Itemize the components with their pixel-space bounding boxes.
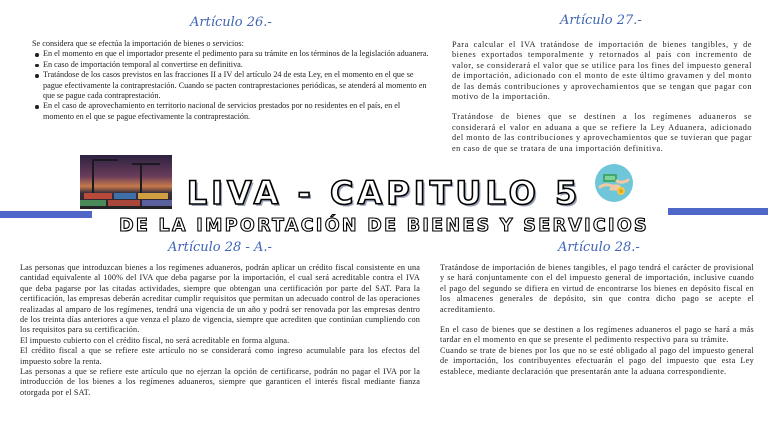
page-subtitle: DE LA IMPORTACIÓN DE BIENES Y SERVICIOS: [119, 216, 649, 236]
page-title: LIVA - CAPITULO 5: [186, 174, 582, 212]
art28-paragraph: Tratándose de importación de bienes tangibles, el pago tendrá el carácter de provisional y se hará conjuntamente con el del impuesto general de importación, inclusive cuando el pago del segundo se difiera en virtud de encontrarse los bienes en depósito fiscal en los almacenes generales de depósito, sin que contra dicho pago se acepte el acreditamiento.: [440, 263, 754, 314]
list-item: En el momento en que el importador presente el pedimento para su trámite en los términos de la legislación aduanera.: [32, 49, 429, 59]
art27-body: [452, 40, 752, 154]
art27-paragraph: Tratándose de bienes que se destinen a los regímenes aduaneros se considerará el valor en aduana a que se refiere la Ley Aduanera, adicionado del monto de las contribuciones y aprovechamientos que se tuvieran que pagar en caso de que se tratara de una importación definitiva.: [452, 112, 752, 153]
art26-title: Artículo 26.-: [190, 15, 272, 30]
art28a-paragraph: Las personas a que se refiere este artículo que no ejerzan la opción de certificarse, podrán no pagar el IVA por la introducción de los bienes a los regímenes aduaneros, siempre que garanticen el interés fiscal mediante fianza otorgada por el SAT.: [20, 367, 420, 397]
art27-paragraph: Para calcular el IVA tratándose de importación de bienes tangibles, y de bienes exportados temporalmente y retornados al país con incremento de valor, se considerará el valor que se utilice para los fines del impuesto general de importación, adicionado con el monto de este último gravamen y del monto de las demás contribuciones y aprovechamientos que se tengan que pagar con motivo de la importación.: [452, 40, 752, 102]
art28-title: Artículo 28.-: [558, 240, 640, 255]
art26-intro: Se considera que se efectúa la importación de bienes o servicios:: [32, 39, 244, 48]
art26-list: [32, 49, 429, 122]
art28-paragraph: En el caso de bienes que se destinen a los regímenes aduaneros el pago se hará a más tardar en el momento en que se presente el pedimento respectivo para su trámite.: [440, 325, 754, 345]
list-item: En el caso de aprovechamiento en territorio nacional de servicios prestados por no residentes en el país, en el momento en el que se pague efectivamente la contraprestación.: [32, 101, 429, 122]
art27-title: Artículo 27.-: [560, 13, 642, 28]
list-item: Tratándose de los casos previstos en las fracciones II a IV del artículo 24 de esta Ley, en el momento en el que se pague efectivamente la contraprestación. Cuando se pacten contraprestaciones periódicas, se atenderá al momento en que se pague cada contraprestación.: [32, 70, 429, 101]
art28a-paragraph: El crédito fiscal a que se refiere este artículo no se considerará como ingreso acumulable para los efectos del impuesto sobre la renta.: [20, 346, 420, 366]
art28-body: [440, 263, 754, 377]
list-item: En caso de importación temporal al convertirse en definitiva.: [32, 60, 429, 70]
art28a-body: [20, 263, 420, 398]
art28a-paragraph: El impuesto cubierto con el crédito fiscal, no será acreditable en forma alguna.: [20, 335, 290, 345]
art28a-title: Artículo 28 - A.-: [168, 240, 272, 255]
art28-paragraph: Cuando se trate de bienes por los que no se esté obligado al pago del impuesto general de importación, los contribuyentes efectuarán el pago del impuesto que esta Ley establece, mediante declaración que presentarán ante la aduana correspondiente.: [440, 345, 754, 376]
art26-body: [32, 39, 429, 122]
art28a-paragraph: Las personas que introduzcan bienes a los regímenes aduaneros, podrán aplicar un crédito fiscal consistente en una cantidad equivalente al 100% del IVA que deba pagarse por la importación, el cual será acreditable contra el IVA que deba pagarse por las citadas actividades, siempre que obtengan una certificación por parte del SAT. Para la certificación, las empresas deberán acreditar cumplir requisitos que permitan un adecuado control de las operaciones realizadas al amparo de los regímenes, tendrá una vigencia de un año y podrá ser renovada por las empresas dentro de los treinta días anteriores a que venza el plazo de vigencia, siempre que acrediten que continúan cumpliendo con los requisitos para su certificación.: [20, 263, 420, 335]
